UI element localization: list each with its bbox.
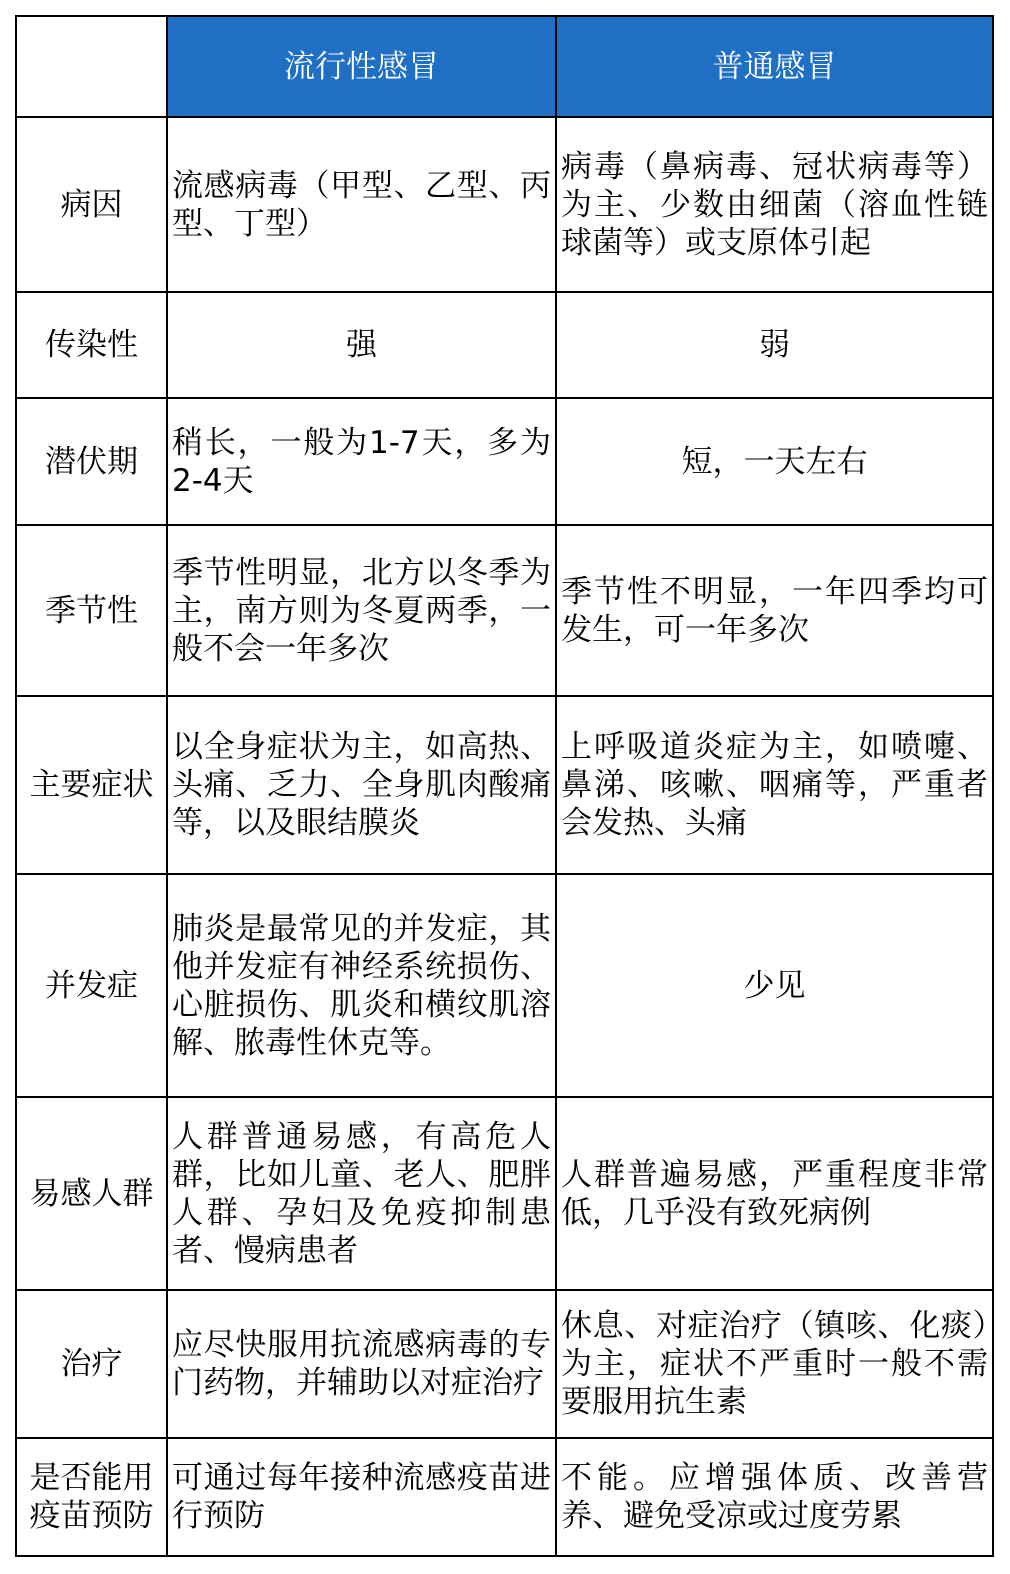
table-row bbox=[16, 1438, 993, 1556]
table-row bbox=[16, 874, 993, 1097]
flu-cell: 稍长，一般为1-7天，多为2-4天 bbox=[167, 398, 556, 525]
row-label: 是否能用疫苗预防 bbox=[16, 1438, 167, 1556]
cold-cell: 弱 bbox=[556, 292, 993, 398]
header-row bbox=[16, 16, 993, 117]
row-label: 季节性 bbox=[16, 525, 167, 696]
table-row bbox=[16, 117, 993, 292]
cold-cell: 不能。应增强体质、改善营养、避免受凉或过度劳累 bbox=[556, 1438, 993, 1556]
flu-cell: 可通过每年接种流感疫苗进行预防 bbox=[167, 1438, 556, 1556]
cold-cell: 短，一天左右 bbox=[556, 398, 993, 525]
row-label: 潜伏期 bbox=[16, 398, 167, 525]
table-row bbox=[16, 292, 993, 398]
flu-cell: 应尽快服用抗流感病毒的专门药物，并辅助以对症治疗 bbox=[167, 1290, 556, 1438]
cold-cell: 少见 bbox=[556, 874, 993, 1097]
header-flu: 流行性感冒 bbox=[167, 16, 556, 117]
cold-cell: 上呼吸道炎症为主，如喷嚏、鼻涕、咳嗽、咽痛等，严重者会发热、头痛 bbox=[556, 696, 993, 874]
row-label: 传染性 bbox=[16, 292, 167, 398]
table-row bbox=[16, 1290, 993, 1438]
header-corner-cell bbox=[16, 16, 167, 117]
row-label: 治疗 bbox=[16, 1290, 167, 1438]
cold-cell: 休息、对症治疗（镇咳、化痰）为主，症状不严重时一般不需要服用抗生素 bbox=[556, 1290, 993, 1438]
cold-cell: 人群普遍易感，严重程度非常低，几乎没有致死病例 bbox=[556, 1097, 993, 1290]
flu-cell: 以全身症状为主，如高热、头痛、乏力、全身肌肉酸痛等，以及眼结膜炎 bbox=[167, 696, 556, 874]
table-row bbox=[16, 398, 993, 525]
flu-cell: 季节性明显，北方以冬季为主，南方则为冬夏两季，一般不会一年多次 bbox=[167, 525, 556, 696]
flu-cell: 流感病毒（甲型、乙型、丙型、丁型） bbox=[167, 117, 556, 292]
flu-cell: 强 bbox=[167, 292, 556, 398]
header-common-cold: 普通感冒 bbox=[556, 16, 993, 117]
row-label: 并发症 bbox=[16, 874, 167, 1097]
cold-cell: 季节性不明显，一年四季均可发生，可一年多次 bbox=[556, 525, 993, 696]
table-row bbox=[16, 1097, 993, 1290]
flu-cell: 肺炎是最常见的并发症，其他并发症有神经系统损伤、心脏损伤、肌炎和横纹肌溶解、脓毒性休克等。 bbox=[167, 874, 556, 1097]
table-row bbox=[16, 525, 993, 696]
row-label: 主要症状 bbox=[16, 696, 167, 874]
cold-cell: 病毒（鼻病毒、冠状病毒等）为主、少数由细菌（溶血性链球菌等）或支原体引起 bbox=[556, 117, 993, 292]
table-row bbox=[16, 696, 993, 874]
row-label: 病因 bbox=[16, 117, 167, 292]
flu-vs-cold-table bbox=[15, 15, 994, 1557]
flu-cell: 人群普通易感，有高危人群，比如儿童、老人、肥胖人群、孕妇及免疫抑制患者、慢病患者 bbox=[167, 1097, 556, 1290]
row-label: 易感人群 bbox=[16, 1097, 167, 1290]
